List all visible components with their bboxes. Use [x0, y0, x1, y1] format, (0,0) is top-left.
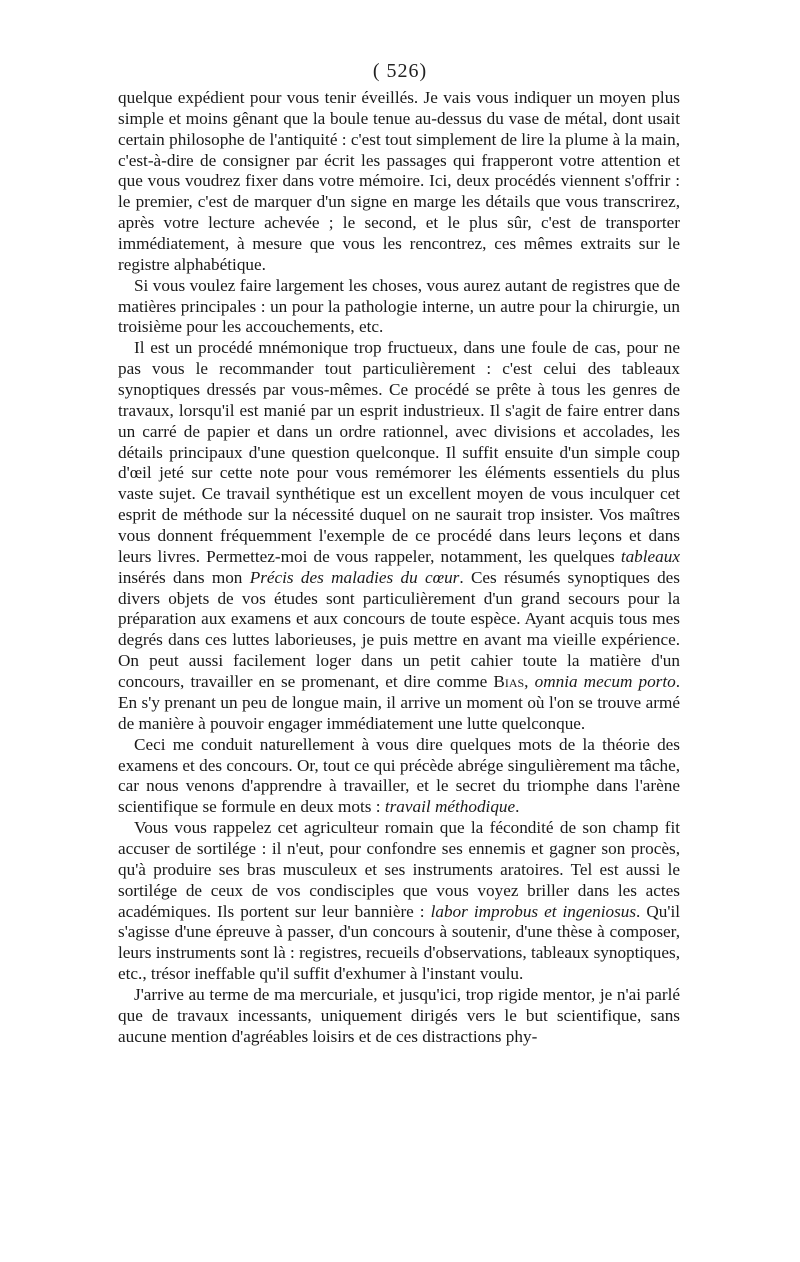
italic-text: omnia mecum porto — [534, 672, 676, 692]
italic-text: labor improbus et ingeniosus — [430, 901, 637, 921]
italic-text: tableaux — [620, 546, 680, 566]
text-run: J'arrive au terme de ma mercuriale, et jusqu'ici, trop rigide mentor, je n'ai parlé que de travaux incessants, uniquement dirigés vers le but scientifique, sans aucune mention d'agréables loisirs et de ces distractions phy- — [118, 984, 680, 1046]
text-run: . En s'y prenant un peu de longue main, il arrive un moment où l'on se trouve armé de manière à pouvoir engager immédiatement une lutte quelconque. — [118, 672, 681, 733]
text-run: Si vous voulez faire largement les choses, vous aurez autant de registres que de matières principales : un pour la pathologie interne, un autre pour la chirurgie, un troisième pour les accouchements, etc. — [118, 275, 680, 337]
paragraph — [118, 818, 680, 985]
paragraph — [118, 88, 680, 276]
italic-text: Précis des maladies du cœur — [249, 567, 460, 587]
paragraph — [118, 985, 680, 1048]
page-number: ( 526) — [372, 60, 428, 82]
text-run: Il est un procédé mnémonique trop fructueux, dans une foule de cas, pour ne pas vous le recommander tout particulièrement : c'est celui des tableaux synoptiques dressés par vous-mêmes. Ce procédé se prête à tous les genres de travaux, lorsqu'il est manié par un esprit industrieux. Il s'agit de faire entrer dans un carré de papier et dans un ordre rationnel, avec divisions et accolades, les détails principaux d'une question quelconque. Il suffit ensuite d'un simple coup d'œil jeté sur cette note pour vous remémorer les éléments essentiels du plus vaste sujet. Ce travail synthétique est un excellent moyen de vous inculquer cet esprit de méthode sur la nécessité duquel on ne saurait trop insister. Vos maîtres vous donnent fréquemment l'exemple de ce procédé dans leurs leçons et dans leurs livres. Permettez-moi de vous rappeler, notamment, les quelques — [118, 338, 680, 566]
paragraph — [118, 276, 680, 339]
text-run: insérés dans mon — [118, 567, 250, 587]
text-run: . Ces résumés synoptiques des divers objets de vos études sont particulièrement d'un grand secours pour la préparation aux examens et aux concours de toute espèce. Ayant acquis tous mes degrés dans ces luttes laborieuses, je puis mettre en avant ma vieille expérience. On peut aussi facilement loger dans un petit cahier toute la matière d'un concours, travailler en se promenant, et dire comme — [118, 567, 680, 692]
text-run: . — [515, 797, 520, 817]
text-run: Vous vous rappelez cet agriculteur romain que la fécondité de son champ fit accuser de sortilége : il n'eut, pour confondre ses ennemis et gagner son procès, qu'à produire ses bras musculeux et ses instruments aratoires. Tel est aussi le sortilége de ceux de vos condisciples que vous voyez briller dans les actes académiques. Ils portent sur leur bannière : — [118, 818, 680, 921]
small-caps-name: Bias — [493, 672, 525, 692]
paragraph — [118, 338, 680, 734]
text-run: . Qu'il s'agisse d'une épreuve à passer, d'un concours à soutenir, d'une thèse à composer, leurs instruments sont là : registres, recueils d'observations, tableaux synoptiques, etc., trésor ineffable qu'il suffit d'exhumer à l'instant voulu. — [118, 901, 680, 984]
text-run: Ceci me conduit naturellement à vous dire quelques mots de la théorie des examens et des concours. Or, tout ce qui précède abrége singulièrement ma tâche, car nous venons d'apprendre à travailler, et le secret du triomphe dans l'arène scientifique se formule en deux mots : — [118, 734, 680, 817]
body-text — [118, 88, 680, 1048]
italic-text: travail méthodique — [384, 797, 516, 817]
text-run: quelque expédient pour vous tenir éveillés. Je vais vous indiquer un moyen plus simple et moins gênant que la boule tenue au-dessus du vase de métal, dont usait certain philosophe de l'antiquité : c'est tout simplement de lire la plume à la main, c'est-à-dire de consigner par écrit les passages qui frapperont votre attention et que vous voudrez fixer dans votre mémoire. Ici, deux procédés viennent s'offrir : le premier, c'est de marquer d'un signe en marge les détails que vous transcrirez, après votre lecture achevée ; le second, et le plus sûr, c'est de transporter immédiatement, à mesure que vous les rencontrez, ces mêmes extraits sur le registre alphabétique. — [118, 88, 680, 274]
text-run: , — [524, 672, 535, 692]
paragraph — [118, 735, 680, 818]
